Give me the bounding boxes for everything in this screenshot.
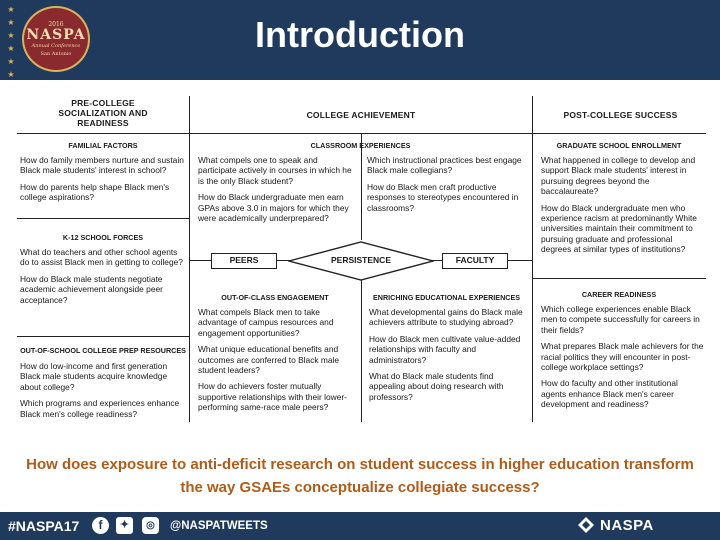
familial-questions xyxy=(20,155,186,209)
section-title-familial: FAMILIAL FACTORS xyxy=(68,141,138,150)
framework-diagram xyxy=(17,96,706,422)
section-title-k12: K-12 SCHOOL FORCES xyxy=(62,233,144,242)
slide-title: Introduction xyxy=(255,14,465,55)
post-divider xyxy=(532,278,706,279)
out-of-school-questions xyxy=(20,361,186,425)
graduate-school-questions xyxy=(541,155,704,261)
twitter-handle[interactable]: @NASPATWEETS xyxy=(170,520,268,532)
question-item: How do Black undergraduate men earn GPAs above 3.0 in majors for which they were academically underprepared? xyxy=(198,192,349,224)
seal-city: San Antonio xyxy=(40,51,72,57)
question-item: What compels one to speak and participate actively in courses in which he is the only Black student? xyxy=(198,155,352,186)
section-title-out-of-class: OUT-OF-CLASS ENGAGEMENT xyxy=(221,293,329,302)
section-title-classroom: CLASSROOM EXPERIENCES xyxy=(310,141,411,150)
facebook-icon[interactable]: f xyxy=(92,517,109,534)
naspa-diamond-icon xyxy=(577,516,595,534)
research-question: How does exposure to anti-deficit research on student success in higher education transform the way GSAEs conceptualize collegiate success? xyxy=(26,456,694,496)
question-item: What compels Black men to take advantage of campus resources and engagement opportunities? xyxy=(198,307,334,338)
question-item: What prepares Black male achievers for the racial politics they will encounter in post-college workplace settings? xyxy=(541,341,704,373)
seal-name: NASPA xyxy=(26,27,86,43)
question-item: What developmental gains do Black male achievers attribute to studying abroad? xyxy=(369,307,523,328)
question-item: How do Black male students negotiate academic achievement alongside peer acceptance? xyxy=(20,273,163,305)
column-header-college-achievement: COLLEGE ACHIEVEMENT xyxy=(306,110,416,120)
question-item: How do faculty and other institutional agents enhance Black men's career development and readiness? xyxy=(541,378,678,410)
footer-bar xyxy=(0,512,720,540)
pre-divider-1 xyxy=(17,218,189,219)
instagram-icon[interactable]: ◎ xyxy=(142,517,159,534)
peers-box: PEERS xyxy=(211,253,277,269)
section-title-enriching: ENRICHING EDUCATIONAL EXPERIENCES xyxy=(372,293,521,302)
question-item: What unique educational benefits and outcomes are conferred to Black male student leaders? xyxy=(198,344,340,376)
star-icon: ★ xyxy=(7,5,15,14)
question-item: How do low-income and first generation Black male students acquire knowledge about college? xyxy=(20,361,168,392)
k12-questions xyxy=(20,247,186,311)
out-of-class-questions xyxy=(198,307,358,419)
star-icon: ★ xyxy=(7,18,15,27)
column-header-post-college: POST-COLLEGE SUCCESS xyxy=(563,110,678,120)
question-item: Which programs and experiences enhance Black men's college readiness? xyxy=(20,398,180,419)
question-item: What do Black male students find appealing about doing research with professors? xyxy=(369,371,504,402)
header-bar xyxy=(0,0,720,80)
question-item: How do Black undergraduate men who experience racism at predominantly White universities maintain their commitment to pursuing graduate and professional degrees at similar types of institutions? xyxy=(541,202,697,255)
star-icon: ★ xyxy=(7,70,15,79)
conference-hashtag: #NASPA17 xyxy=(8,518,80,534)
question-item: Which instructional practices best engage Black male collegians? xyxy=(367,155,522,176)
question-item: How do Black men craft productive responses to stereotypes encountered in classrooms? xyxy=(367,181,519,213)
column-header-pre-college: PRE-COLLEGE SOCIALIZATION AND READINESS xyxy=(58,98,148,128)
star-icon: ★ xyxy=(7,57,15,66)
star-icon: ★ xyxy=(7,31,15,40)
star-icon: ★ xyxy=(7,44,15,53)
pre-divider-2 xyxy=(17,336,189,337)
naspa-logo-text: NASPA xyxy=(600,517,654,534)
section-title-graduate-school: GRADUATE SCHOOL ENROLLMENT xyxy=(556,141,682,150)
career-readiness-questions xyxy=(541,304,704,416)
classroom-questions-left xyxy=(198,155,356,229)
seal-subtitle: Annual Conference xyxy=(31,43,81,49)
question-item: What do teachers and other school agents do to assist Black men in getting to college? xyxy=(20,247,183,268)
twitter-icon[interactable]: ✦ xyxy=(116,517,133,534)
question-item: How do parents help shape Black men's college aspirations? xyxy=(20,181,170,203)
persistence-label: PERSISTENCE xyxy=(331,255,391,265)
enriching-questions xyxy=(369,307,527,408)
classroom-questions-right xyxy=(367,155,527,219)
question-item: How do Black men cultivate value-added relationships with faculty and administrators? xyxy=(369,333,521,365)
question-item: Which college experiences enable Black men to compete successfully for careers in their fields? xyxy=(541,304,700,335)
faculty-box: FACULTY xyxy=(442,253,508,269)
question-item: How do family members nurture and sustain Black male students' interest in school? xyxy=(20,155,184,176)
section-title-career-readiness: CAREER READINESS xyxy=(581,290,657,299)
question-item: How do achievers foster mutually supportive relationships with their lower-performing same-race male peers? xyxy=(198,381,347,413)
question-item: What happened in college to develop and support Black male students' interest in pursuing degrees beyond the baccalaureate? xyxy=(541,155,696,197)
seal-year: 2016 xyxy=(48,21,64,28)
section-title-out-of-school: OUT-OF-SCHOOL COLLEGE PREP RESOURCES xyxy=(20,346,186,355)
